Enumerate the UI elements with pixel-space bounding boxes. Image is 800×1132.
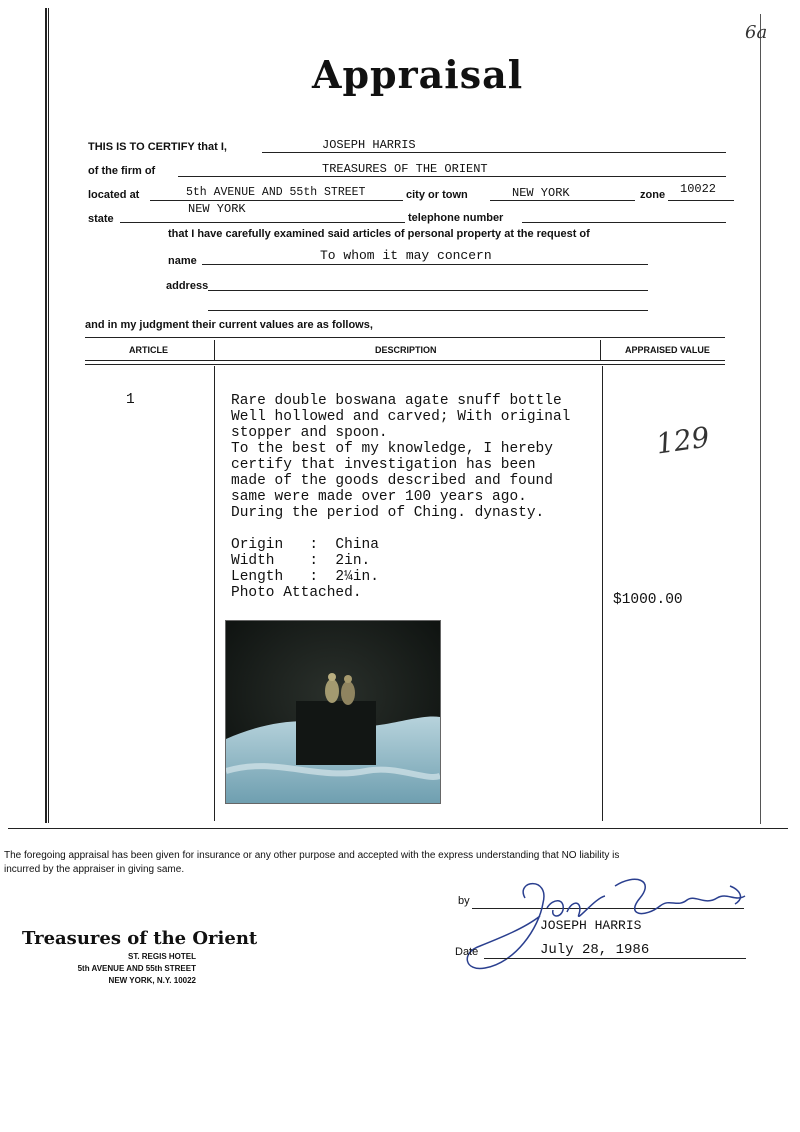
address-line-2 (208, 310, 648, 311)
firm-name: TREASURES OF THE ORIENT (322, 162, 488, 176)
footer-divider (8, 828, 788, 829)
state-label: state (88, 213, 114, 225)
by-label: by (458, 895, 470, 907)
date-label: Date (455, 946, 479, 958)
description-line: certify that investigation has been (231, 457, 536, 473)
address-line-1: ST. REGIS HOTEL (127, 952, 196, 961)
description-line: To the best of my knowledge, I hereby (231, 441, 553, 457)
header-divider-2 (600, 340, 601, 360)
col-value-header: APPRAISED VALUE (625, 345, 710, 355)
zone-value: 10022 (680, 182, 717, 196)
description-line (231, 521, 570, 537)
appraised-value: $1000.00 (613, 592, 683, 608)
telephone-label: telephone number (408, 212, 504, 224)
firm-line (178, 176, 726, 177)
request-name: To whom it may concern (320, 248, 492, 263)
table-top-line (85, 337, 725, 338)
name-line (202, 264, 648, 265)
description-line: During the period of Ching. dynasty. (231, 505, 545, 521)
col-description-header: DESCRIPTION (375, 345, 437, 355)
signer-name: JOSEPH HARRIS (540, 918, 642, 933)
disclaimer-line-2: incurred by the appraiser in giving same. (4, 864, 185, 875)
page-title: Appraisal (312, 52, 524, 97)
telephone-line (522, 222, 726, 223)
appraiser-line (262, 152, 726, 153)
disclaimer-line-1: The foregoing appraisal has been given for insurance or any other purpose and accepted with the express understanding that NO liability is (4, 850, 620, 861)
city-line (490, 200, 635, 201)
signature-date: July 28, 1986 (540, 942, 650, 958)
col-article-header: ARTICLE (129, 345, 168, 355)
city-label: city or town (406, 189, 468, 201)
located-label: located at (88, 189, 140, 201)
table-header-line (85, 360, 725, 361)
name-label: name (168, 255, 197, 267)
left-border-line (45, 8, 47, 823)
description-line: Photo Attached. (231, 585, 362, 601)
description-block (231, 393, 570, 601)
right-border-line (760, 14, 761, 824)
description-line: made of the goods described and found (231, 473, 553, 489)
date-line (484, 958, 746, 959)
zone-line (668, 200, 734, 201)
location-line (150, 200, 403, 201)
description-line: Well hollowed and carved; With original (231, 409, 571, 425)
certify-label: THIS IS TO CERTIFY that I, (88, 141, 227, 153)
state-value: NEW YORK (188, 202, 246, 216)
address-line-3: NEW YORK, N.Y. 10022 (108, 976, 196, 985)
description-line: Width : 2in. (231, 553, 371, 569)
state-line (120, 222, 405, 223)
header-divider-1 (214, 340, 215, 360)
item-photo (225, 620, 441, 804)
column-divider-1 (214, 366, 215, 821)
location-value: 5th AVENUE AND 55th STREET (186, 186, 366, 199)
description-line: stopper and spoon. (231, 425, 388, 441)
company-address (40, 951, 196, 987)
address-label: address (166, 280, 209, 292)
examined-text: that I have carefully examined said articles of personal property at the request of (168, 228, 590, 240)
left-border-line-inner (48, 8, 49, 823)
judgment-text: and in my judgment their current values are as follows, (85, 319, 373, 331)
description-line: Rare double boswana agate snuff bottle (231, 393, 562, 409)
table-header-line-2 (85, 364, 725, 365)
handwritten-number: 129 (653, 420, 712, 461)
address-line-2: 5th AVENUE AND 55th STREET (77, 964, 196, 973)
city-value: NEW YORK (512, 186, 570, 200)
column-divider-2 (602, 366, 603, 821)
appraiser-name: JOSEPH HARRIS (322, 138, 416, 152)
firm-label: of the firm of (88, 165, 156, 177)
company-logo: Treasures of the Orient (22, 928, 258, 949)
snuff-bottle-photo (226, 621, 440, 803)
description-line: Origin : China (231, 537, 379, 553)
article-number: 1 (126, 392, 135, 408)
zone-label: zone (640, 189, 666, 201)
address-line-1 (208, 290, 648, 291)
description-line: Length : 2¼in. (231, 569, 379, 585)
description-line: same were made over 100 years ago. (231, 489, 527, 505)
corner-note: 6a (745, 22, 768, 43)
